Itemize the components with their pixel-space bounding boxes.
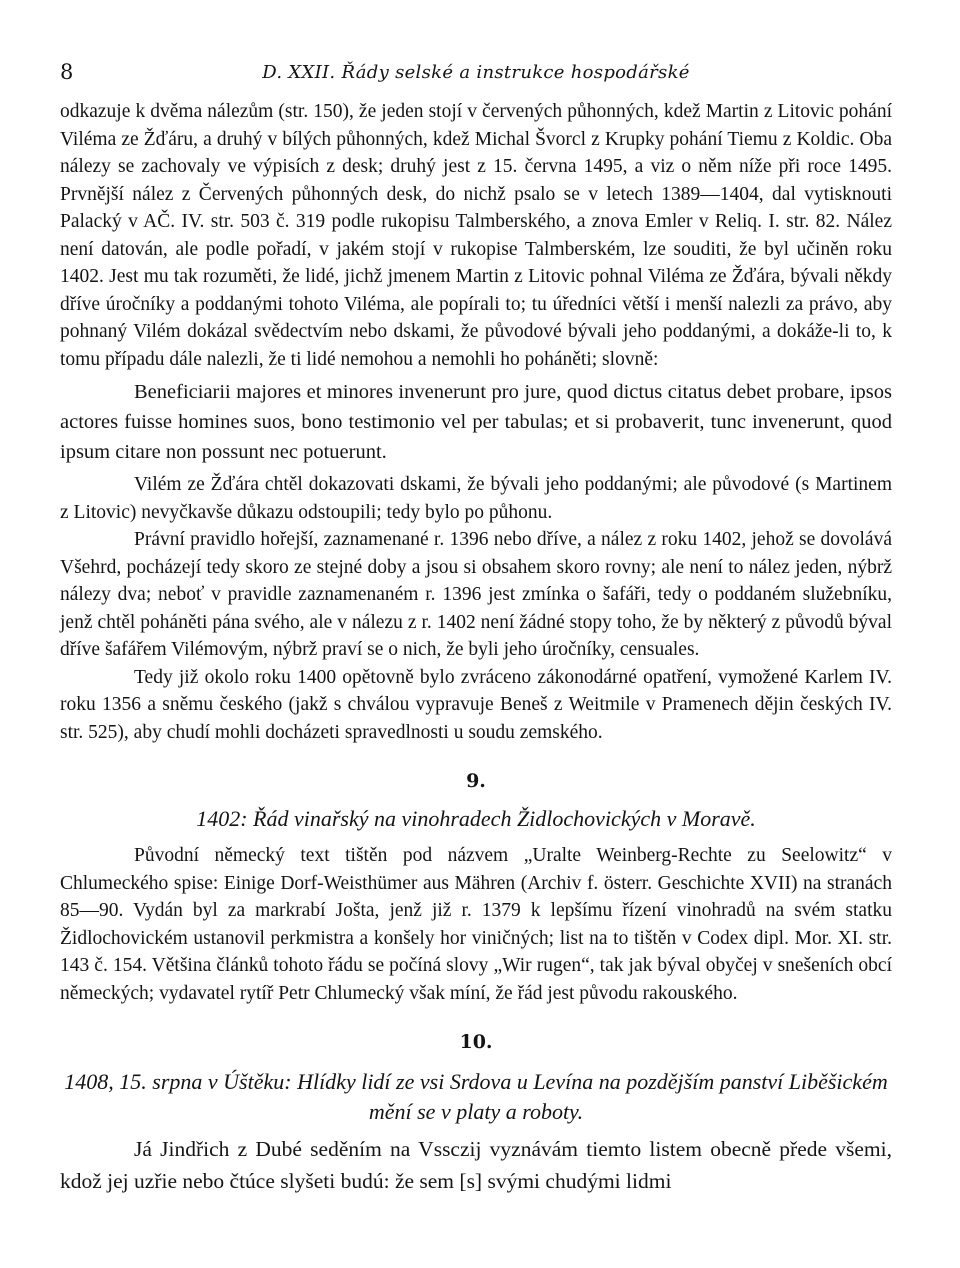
- section-title-10: 1408, 15. srpna v Úštěku: Hlídky lidí ze vsi Srdova u Levína na pozdějším panství Liběšickém mění se v platy a roboty.: [64, 1069, 888, 1124]
- document-page: [60, 56, 892, 1197]
- section-title-9: 1402: Řád vinařský na vinohradech Židlochovických v Moravě.: [196, 806, 756, 831]
- body-paragraph-3: Právní pravidlo hořejší, zaznamenané r. 1396 nebo dříve, a nález z roku 1402, jehož se dovolává Všehrd, pocházejí tedy skoro ze stejné doby a jsou si obsahem skoro rovny; ale není to nález jeden, nýbrž nálezy dva; neboť v pravidle zaznamenaném r. 1396 jest zmínka o šafáři, tedy o poddaném služebníku, jenž chtěl poháněti pána svého, ale v nálezu z r. 1402 není žádné stopy toho, že by některý z původů býval dříve šafářem Vilémovým, nýbrž praví se o nich, že byli jeho úročníky, censuales.: [60, 529, 892, 660]
- body-paragraph-2: Vilém ze Žďára chtěl dokazovati dskami, že bývali jeho poddanými; ale původové (s Martinem z Litovic) nevyčkavše důkazu odstoupili; tedy bylo po půhonu.: [60, 474, 892, 523]
- latin-quotation: Beneficiarii majores et minores invenerunt pro jure, quod dictus citatus debet probare, ipsos actores fuisse homines suos, bono testimonio vel per tabulas; et si probaverit, tunc invenerunt, quod ipsum citare non possunt nec potuerunt.: [60, 381, 892, 463]
- section-number-9: 9.: [466, 770, 486, 792]
- section-number-10: 10.: [459, 1031, 493, 1053]
- body-paragraph-4: Tedy již okolo roku 1400 opětovně bylo zvráceno zákonodárné opatření, vymožené Karlem IV. roku 1356 a sněmu českého (jakž s chválou vypravuje Beneš z Weitmile v Pramenech dějin českých IV. str. 525), aby chudí mohli docházeti spravedlnosti u soudu zemského.: [60, 666, 892, 743]
- section-10-paragraph: Já Jindřich z Dubé seděním na Vssczij vyznávám tiemto listem obecně přede všemi, kdož jej uzřie nebo čtúce slyšeti budú: že sem [s] svými chudými lidmi: [60, 1137, 892, 1193]
- section-9-paragraph: Původní německý text tištěn pod názvem „Uralte Weinberg-Rechte zu Seelowitz“ v Chlumeckého spise: Einige Dorf-Weisthümer aus Mähren (Archiv f. österr. Geschichte XVII) na stranách 85—90. Vydán byl za markrabí Jošta, jenž již r. 1379 k lepšímu řízení vinohradů na svém statku Židlochovickém ustanovil perkmistra a konšely hor viničných; list na to tištěn v Codex dipl. Mor. XI. str. 143 č. 154. Většina článků tohoto řádu se počíná slovy „Wir rugen“, tak jak býval obyčej v snešeních obcí německých; vydavatel rytíř Petr Chlumecký však míní, že řád jest původu rakouského.: [60, 845, 892, 1004]
- page-number: 8: [60, 60, 74, 84]
- page-header: [60, 56, 892, 90]
- body-paragraph-1: odkazuje k dvěma nálezům (str. 150), že jeden stojí v červených půhonných, kdež Martin z Litovic pohání Viléma ze Žďáru, a druhý v bílých půhonných, kdež Michal Švorcl z Krupky pohání Tiemu z Koldic. Oba nálezy se zachovaly ve výpisích z desk; druhý jest z 15. června 1495, a viz o něm níže při roce 1495. Prvnější nález z Červených půhonných desk, do nichž psalo se v letech 1389—1404, dal vytisknouti Palacký v AČ. IV. str. 503 č. 319 podle rukopisu Talmberského, a znova Emler v Reliq. I. str. 82. Nález není datován, ale podle pořadí, v jakém stojí v rukopise Talmberském, lze souditi, že byl učiněn roku 1402. Jest mu tak rozuměti, že lidé, jichž jmenem Martin z Litovic pohnal Viléma ze Žďára, bývali někdy dříve úročníky a poddanými tohoto Viléma, ale popírali to; tu úředníci větší i menší nalezli za právo, aby pohnaný Vilém dokázal svědectvím nebo dskami, že původové bývali jeho poddanými, a dokáže-li to, k tomu případu dále nalezli, že ti lidé nemohou a nemohli ho poháněti; slovně:: [60, 101, 892, 370]
- running-title: D. XXII. Řády selské a instrukce hospodářské: [262, 62, 690, 83]
